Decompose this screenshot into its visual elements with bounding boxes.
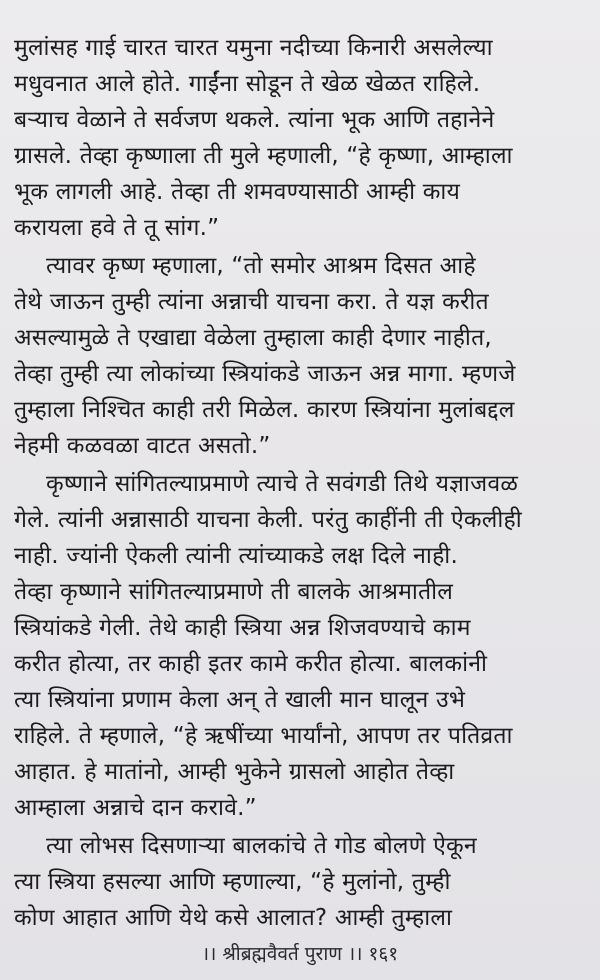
text-line: तेव्हा तुम्ही त्या लोकांच्या स्त्रियांकडे जाऊन अन्न मागा. म्हणजे [14,361,516,387]
paragraph-first-line: त्या लोभस दिसणाऱ्या बालकांचे ते गोड बोलणे ऐकून [46,833,477,859]
text-line: मधुवनात आले होते. गाईंना सोडून ते खेळ खेळत राहिले. [14,71,481,97]
text-line: आम्हाला अन्नाचे दान करावे.” [14,795,257,821]
text-line: आहात. हे मातांनो, आम्ही भुकेने ग्रासलो आहोत तेव्हा [14,759,455,785]
text-line: गेले. त्यांनी अन्नासाठी याचना केली. परंतु काहींनी ती ऐकलीही [14,507,522,533]
text-line: तुम्हाला निश्चित काही तरी मिळेल. कारण स्त्रियांना मुलांबद्दल [14,397,515,423]
text-line: ग्रासले. तेव्हा कृष्णाला ती मुले म्हणाली, “हे कृष्णा, आम्हाला [14,143,513,169]
text-line: मुलांसह गाई चारत चारत यमुना नदीच्या किनारी असलेल्या [14,35,493,61]
text-line: भूक लागली आहे. तेव्हा ती शमवण्यासाठी आम्ही काय [14,179,461,205]
text-line: नाही. ज्यांनी ऐकली त्यांनी त्यांच्याकडे लक्ष दिले नाही. [14,543,458,569]
text-line: कोण आहात आणि येथे कसे आलात? आम्ही तुम्हाला [14,905,453,931]
paragraph-first-line: कृष्णाने सांगितल्याप्रमाणे त्याचे ते सवंगडी तिथे यज्ञाजवळ [46,471,519,497]
text-line: त्या स्त्रियांना प्रणाम केला अन् ते खाली मान घालून उभे [14,687,466,713]
text-line: असल्यामुळे ते एखाद्या वेळेला तुम्हाला काही देणार नाहीत, [14,325,492,351]
paragraph-first-line: त्यावर कृष्ण म्हणाला, “तो समोर आश्रम दिसत आहे [46,253,476,279]
text-line: बऱ्याच वेळाने ते सर्वजण थकले. त्यांना भूक आणि तहानेने [14,107,495,133]
text-line: त्या स्त्रिया हसल्या आणि म्हणाल्या, “हे मुलांनो, तुम्ही [14,869,451,895]
text-line: नेहमी कळवळा वाटत असतो.” [14,433,271,459]
text-line: राहिले. ते म्हणाले, “हे ऋषींच्या भार्यांनो, आपण तर पतिव्रता [14,723,513,749]
text-line: स्त्रियांकडे गेली. तेथे काही स्त्रिया अन्न शिजवण्याचे काम [14,615,471,641]
text-line: करायला हवे ते तू सांग.” [14,215,220,241]
page-footer: ।। श्रीब्रह्मवैवर्त पुराण ।। १६१ [201,943,399,965]
text-line: तेथे जाऊन तुम्ही त्यांना अन्नाची याचना करा. ते यज्ञ करीत [14,289,489,315]
text-line: करीत होत्या, तर काही इतर कामे करीत होत्या. बालकांनी [14,651,488,677]
text-line: तेव्हा कृष्णाने सांगितल्याप्रमाणे ती बालके आश्रमातील [14,579,454,605]
